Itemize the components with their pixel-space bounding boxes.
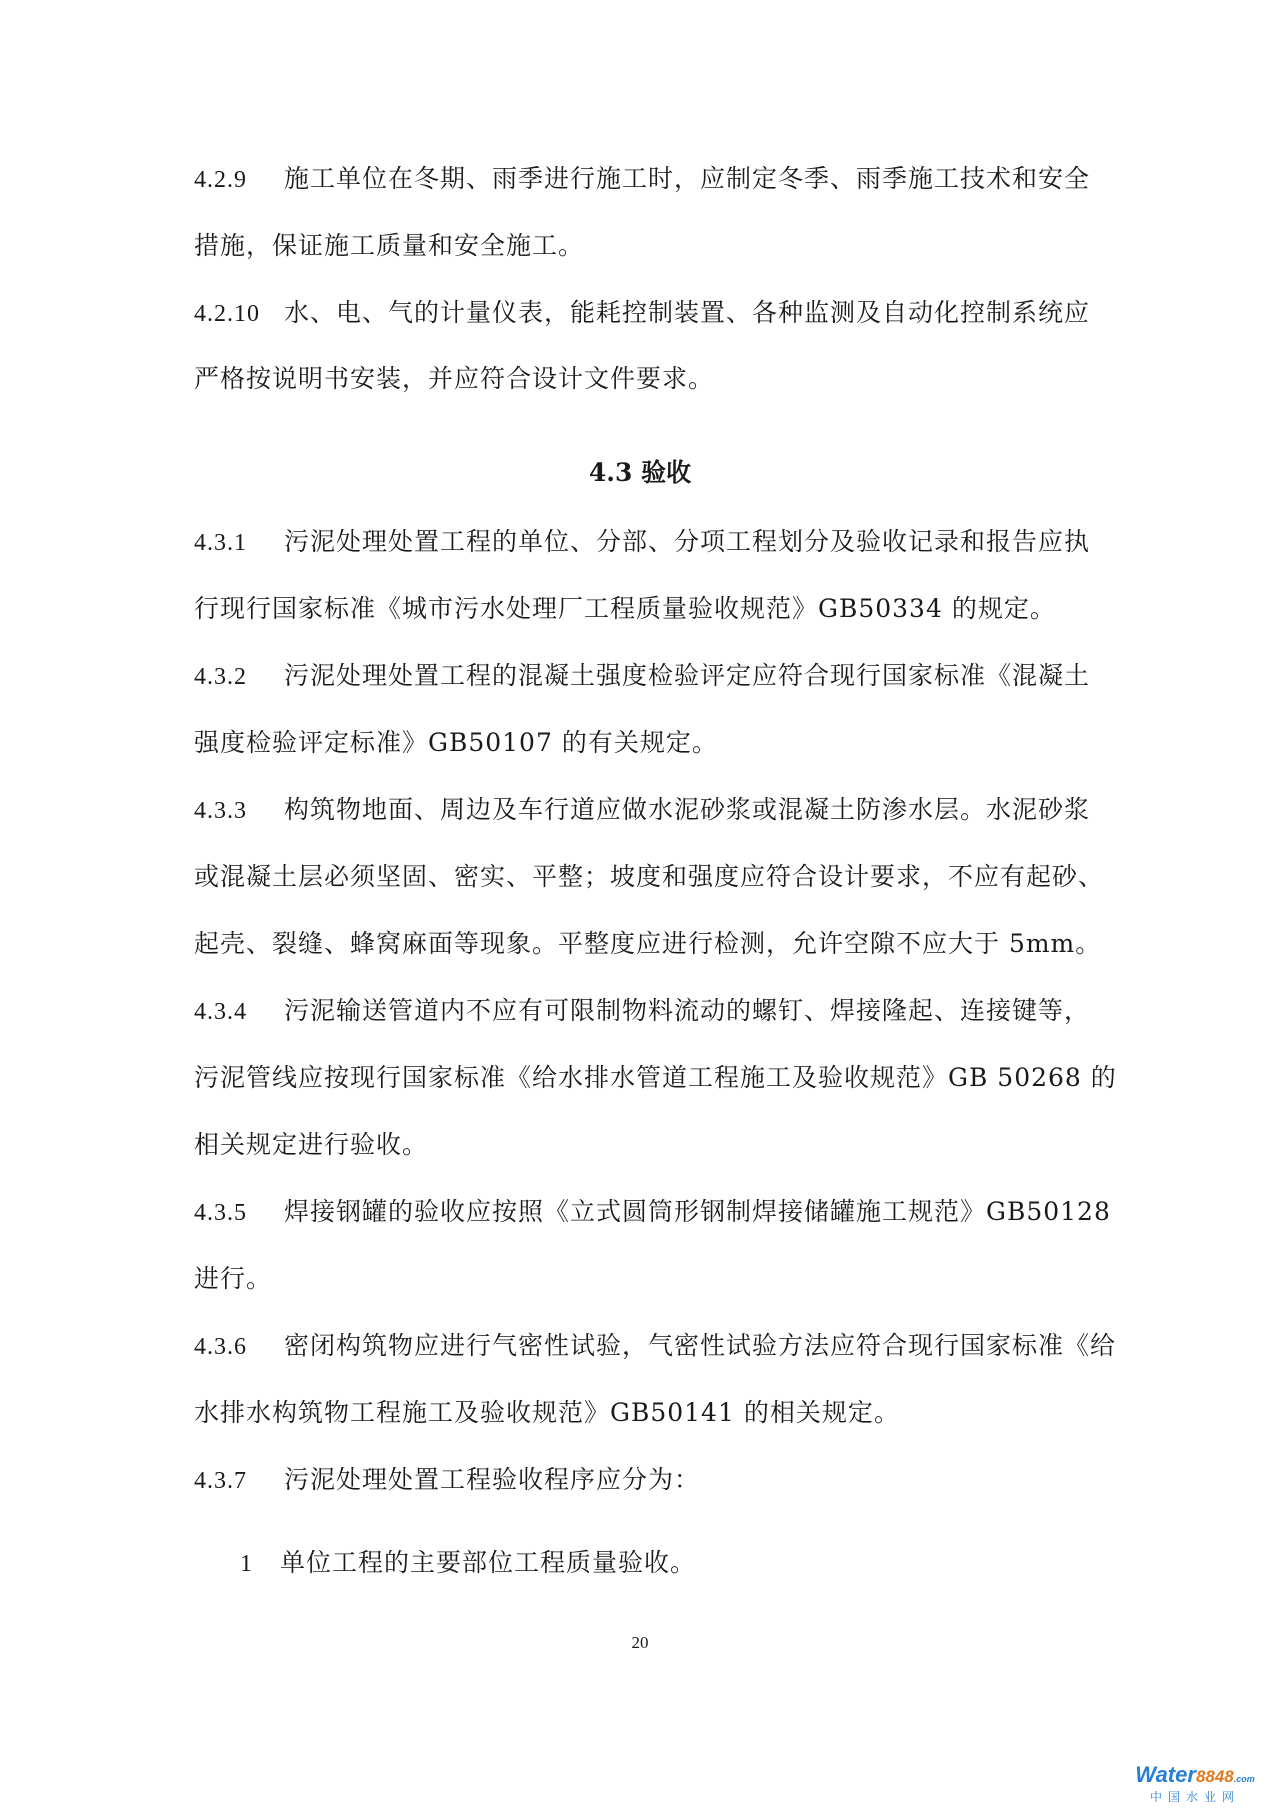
clause-text: 起壳、裂缝、蜂窝麻面等现象。平整度应进行检测，允许空隙不应大于 5mm。 bbox=[194, 929, 1102, 958]
clause-text: 严格按说明书安装，并应符合设计文件要求。 bbox=[194, 364, 715, 393]
clause-4-3-2-cont bbox=[194, 726, 1094, 760]
clause-number: 4.3.1 bbox=[194, 530, 247, 556]
clause-4-3-1-cont bbox=[194, 592, 1094, 626]
clause-number: 4.3.2 bbox=[194, 664, 247, 690]
clause-4-3-1 bbox=[194, 525, 1094, 560]
clause-4-3-3-cont-2 bbox=[194, 927, 1102, 961]
clause-text: 进行。 bbox=[194, 1264, 273, 1293]
clause-text: 或混凝土层必须坚固、密实、平整；坡度和强度应符合设计要求，不应有起砂、 bbox=[194, 862, 1105, 891]
list-item-text: 单位工程的主要部位工程质量验收。 bbox=[280, 1548, 697, 1577]
clause-4-3-4-cont-1 bbox=[194, 1061, 1117, 1095]
clause-text: 水排水构筑物工程施工及验收规范》GB50141 的相关规定。 bbox=[194, 1398, 900, 1427]
clause-number: 4.3.3 bbox=[194, 798, 247, 824]
clause-text: 措施，保证施工质量和安全施工。 bbox=[194, 231, 585, 260]
clause-text: 强度检验评定标准》GB50107 的有关规定。 bbox=[194, 728, 718, 757]
clause-4-2-9 bbox=[194, 162, 1094, 197]
clause-text: 相关规定进行验收。 bbox=[194, 1130, 429, 1159]
clause-4-3-5 bbox=[194, 1195, 1111, 1230]
clause-4-3-3-cont-1 bbox=[194, 860, 1105, 894]
clause-text: 构筑物地面、周边及车行道应做水泥砂浆或混凝土防渗水层。水泥砂浆 bbox=[284, 795, 1091, 824]
clause-number: 4.3.4 bbox=[194, 999, 247, 1025]
watermark-com: .com bbox=[1233, 1774, 1255, 1784]
list-item-1 bbox=[240, 1546, 1140, 1581]
clause-4-2-10-cont bbox=[194, 362, 1094, 396]
clause-text: 焊接钢罐的验收应按照《立式圆筒形钢制焊接储罐施工规范》GB50128 bbox=[284, 1197, 1111, 1226]
clause-number: 4.3.5 bbox=[194, 1200, 247, 1226]
site-watermark-logo bbox=[1120, 1764, 1270, 1804]
clause-4-3-4 bbox=[194, 994, 1094, 1029]
clause-4-3-6 bbox=[194, 1329, 1117, 1364]
clause-number: 4.2.10 bbox=[194, 301, 260, 327]
clause-4-3-5-cont bbox=[194, 1262, 1094, 1296]
clause-text: 施工单位在冬期、雨季进行施工时，应制定冬季、雨季施工技术和安全 bbox=[284, 164, 1091, 193]
watermark-water: Water bbox=[1135, 1762, 1196, 1787]
watermark-wordmark bbox=[1120, 1764, 1270, 1790]
clause-text: 水、电、气的计量仪表，能耗控制装置、各种监测及自动化控制系统应 bbox=[284, 298, 1091, 327]
watermark-chinese-name: 中国水业网 bbox=[1149, 1790, 1240, 1804]
clause-number: 4.3.7 bbox=[194, 1468, 247, 1494]
clause-number: 4.3.6 bbox=[194, 1334, 247, 1360]
clause-4-3-4-cont-2 bbox=[194, 1128, 1094, 1162]
clause-number: 4.2.9 bbox=[194, 167, 247, 193]
clause-4-2-9-cont bbox=[194, 229, 1094, 263]
page-number: 20 bbox=[631, 1633, 649, 1652]
clause-4-3-7 bbox=[194, 1463, 1094, 1498]
clause-text: 污泥处理处置工程验收程序应分为： bbox=[284, 1465, 701, 1494]
list-item-number: 1 bbox=[240, 1551, 253, 1577]
clause-text: 污泥管线应按现行国家标准《给水排水管道工程施工及验收规范》GB 50268 的 bbox=[194, 1063, 1117, 1092]
clause-4-3-3 bbox=[194, 793, 1094, 828]
clause-text: 污泥处理处置工程的单位、分部、分项工程划分及验收记录和报告应执 bbox=[284, 527, 1091, 556]
clause-text: 污泥输送管道内不应有可限制物料流动的螺钉、焊接隆起、连接键等， bbox=[284, 996, 1091, 1025]
section-heading: 4.3 验收 bbox=[588, 458, 692, 487]
clause-4-3-6-cont bbox=[194, 1396, 1094, 1430]
clause-text: 密闭构筑物应进行气密性试验，气密性试验方法应符合现行国家标准《给 bbox=[284, 1331, 1117, 1360]
clause-4-2-10 bbox=[194, 296, 1094, 331]
watermark-digits: 8848 bbox=[1195, 1767, 1234, 1786]
clause-text: 行现行国家标准《城市污水处理厂工程质量验收规范》GB50334 的规定。 bbox=[194, 594, 1056, 623]
clause-text: 污泥处理处置工程的混凝土强度检验评定应符合现行国家标准《混凝土 bbox=[284, 661, 1091, 690]
clause-4-3-2 bbox=[194, 659, 1094, 694]
